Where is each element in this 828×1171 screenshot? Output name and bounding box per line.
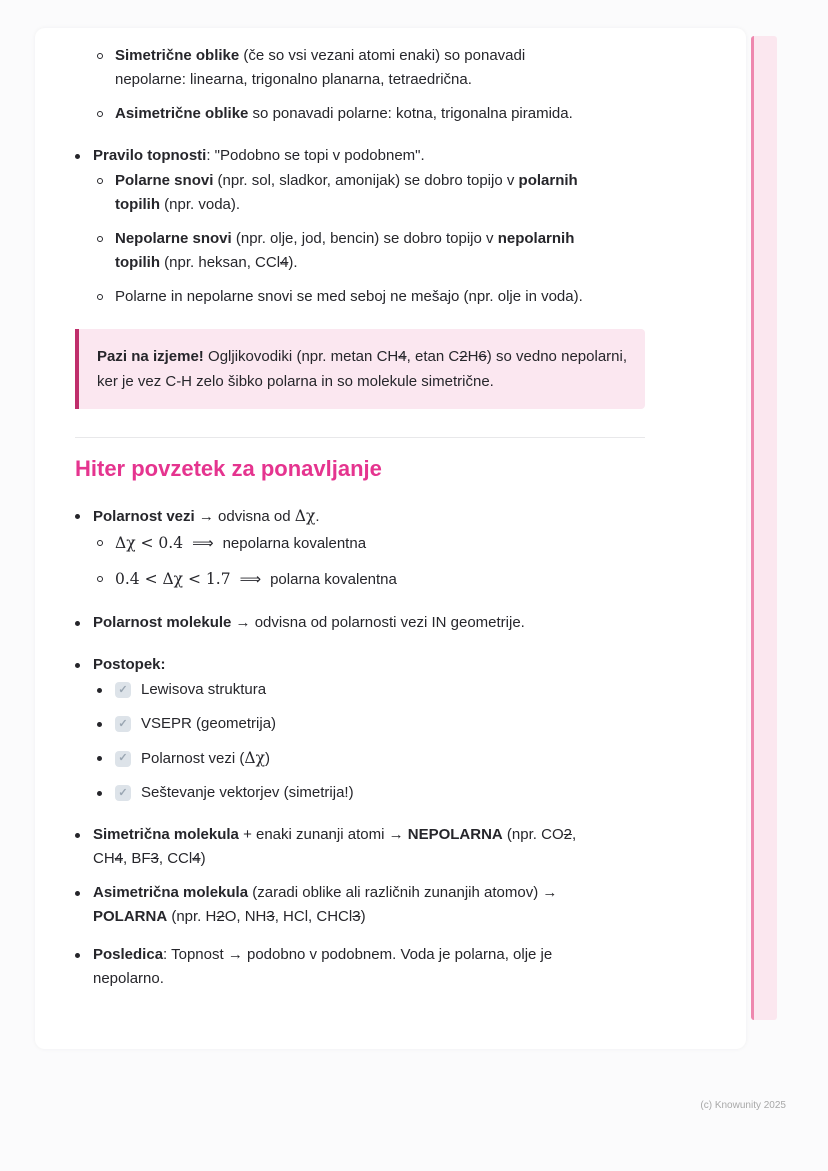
list-item [75, 823, 645, 871]
list-item-text: Polarnost vezi → odvisna od Δχ. [93, 507, 320, 525]
callout-text: Pazi na izjeme! Ogljikovodiki (npr. metan CH4, etan C2H6) so vedno nepolarni, ker je vez C-H zelo šibko polarna in so molekule simetrične. [97, 348, 628, 390]
bullet-icon [97, 712, 115, 736]
bullet-icon [75, 823, 93, 847]
list-item-text: Asimetrična molekula (zaradi oblike ali različnih zunanjih atomov) → POLARNA (npr. H2O, NH3, HCl, CHCl3) [93, 884, 558, 925]
bullet-icon [97, 747, 115, 771]
math-line: 0.4 < Δχ < 1.7 ⟹ polarna kovalentna [115, 570, 397, 588]
circle-bullet-icon [97, 285, 115, 309]
bullet-icon [75, 881, 93, 905]
section-heading: Hiter povzetek za ponavljanje [75, 456, 382, 481]
checklist-item-text: VSEPR (geometrija) [141, 715, 277, 732]
checklist-item-text: Polarnost vezi (Δχ) [141, 749, 270, 767]
check-icon: ✓ [118, 786, 128, 799]
check-icon: ✓ [118, 717, 128, 730]
list-item-text: Pravilo topnosti: "Podobno se topi v podobnem". [93, 147, 425, 164]
list-item-text: Nepolarne snovi (npr. olje, jod, bencin) se dobro topijo v nepolarnih topilih (npr. heksan, CCl4). [115, 230, 575, 271]
list-item-text: Postopek: [93, 656, 166, 673]
list-item [97, 530, 645, 557]
copyright: (c) Knowunity 2025 [700, 1100, 786, 1111]
list-item-text: Polarnost molekule → odvisna od polarnosti vezi IN geometrije. [93, 614, 525, 631]
circle-bullet-icon [97, 530, 115, 556]
checklist-item-text: Seštevanje vektorjev (simetrija!) [141, 784, 354, 801]
list-item [75, 144, 645, 168]
list-item [75, 504, 645, 529]
checkbox-checked-icon [115, 682, 131, 698]
note-page [35, 28, 746, 1049]
list-item-text: Posledica: Topnost → podobno v podobnem. Voda je polarna, olje je nepolarno. [93, 946, 553, 987]
checklist-item [97, 678, 645, 702]
list-item [75, 943, 645, 991]
math-line: Δχ < 0.4 ⟹ nepolarna kovalentna [115, 534, 367, 552]
list-item [97, 102, 645, 126]
list-item [75, 611, 645, 635]
circle-bullet-icon [97, 566, 115, 592]
list-item [97, 227, 645, 275]
checkbox-checked-icon [115, 751, 131, 767]
list-item [75, 653, 645, 677]
bullet-icon [75, 653, 93, 677]
list-item [97, 566, 645, 593]
circle-bullet-icon [97, 169, 115, 193]
checklist-item [97, 781, 645, 805]
warning-callout [75, 329, 645, 409]
check-icon: ✓ [118, 752, 128, 764]
list-item [97, 169, 645, 217]
divider [75, 437, 645, 438]
list-item-text: Polarne in nepolarne snovi se med seboj ne mešajo (npr. olje in voda). [115, 288, 583, 305]
bullet-icon [75, 504, 93, 528]
list-item [97, 44, 645, 92]
circle-bullet-icon [97, 44, 115, 68]
circle-bullet-icon [97, 102, 115, 126]
list-item-text: Simetrična molekula + enaki zunanji atomi → NEPOLARNA (npr. CO2, CH4, BF3, CCl4) [93, 826, 577, 867]
bullet-icon [75, 943, 93, 967]
list-item [97, 285, 645, 309]
next-page-edge [751, 36, 777, 1020]
list-item-text: Polarne snovi (npr. sol, sladkor, amonijak) se dobro topijo v polarnih topilih (npr. voda). [115, 172, 578, 213]
bullet-icon [97, 781, 115, 805]
circle-bullet-icon [97, 227, 115, 251]
checklist-item [97, 712, 645, 736]
bullet-icon [75, 144, 93, 168]
bullet-icon [75, 611, 93, 635]
bullet-icon [97, 678, 115, 702]
list-item [75, 881, 645, 929]
checklist-item-text: Lewisova struktura [141, 681, 267, 698]
check-icon: ✓ [118, 683, 128, 696]
list-item-text: Asimetrične oblike so ponavadi polarne: kotna, trigonalna piramida. [115, 105, 573, 122]
checkbox-checked-icon [115, 785, 131, 801]
checkbox-checked-icon [115, 716, 131, 732]
checklist-item [97, 746, 645, 771]
list-item-text: Simetrične oblike (če so vsi vezani atomi enaki) so ponavadi nepolarne: linearna, trigonalno planarna, tetraedrična. [115, 47, 526, 88]
